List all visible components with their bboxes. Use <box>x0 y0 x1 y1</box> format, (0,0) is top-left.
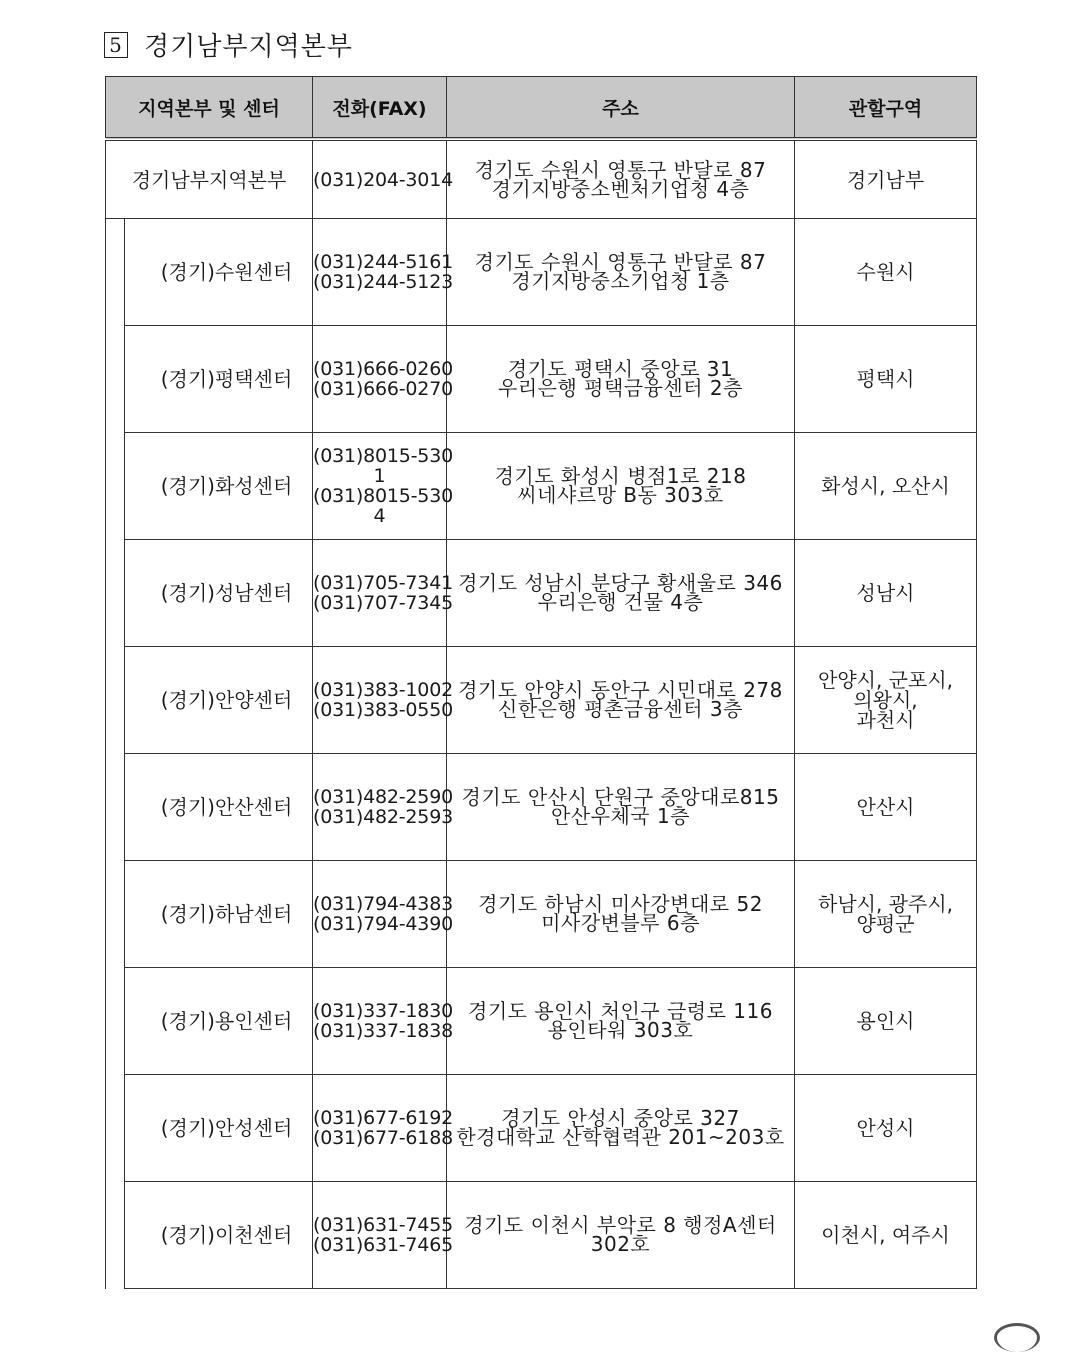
address-line: 경기지방중소벤처기업청 4층 <box>491 176 750 201</box>
area-line: 양평군 <box>856 912 915 936</box>
table-row-center <box>106 326 977 433</box>
phone-line: (031)482-2590 <box>313 786 453 808</box>
center-name: (경기)이천센터 <box>125 1182 313 1289</box>
hq-name: 경기남부지역본부 <box>106 139 313 219</box>
address-line: 미사강변블루 6층 <box>541 911 700 935</box>
center-name: (경기)안양센터 <box>125 647 313 754</box>
center-area <box>795 754 977 861</box>
center-name: (경기)수원센터 <box>125 219 313 326</box>
center-address <box>447 968 795 1075</box>
center-phone <box>313 219 453 326</box>
phone-line: (031)666-0260 <box>313 358 453 380</box>
phone-line: 1 <box>373 465 386 487</box>
address-line: 경기도 안양시 동안구 시민대로 278 <box>458 678 783 702</box>
center-name: (경기)안성센터 <box>125 1075 313 1182</box>
area-line: 화성시, 오산시 <box>821 474 950 498</box>
area-line: 안성시 <box>856 1116 915 1140</box>
phone-line: (031)707-7345 <box>313 592 453 614</box>
table-row-center <box>106 754 977 861</box>
area-line: 안양시, 군포시, <box>818 668 953 692</box>
address-line: 경기도 안산시 단원구 중앙대로815 <box>461 785 780 809</box>
phone-line: (031)8015-530 <box>313 445 453 467</box>
phone-line: (031)383-0550 <box>313 699 453 721</box>
table-header-row <box>106 77 977 140</box>
area-line: 과천시 <box>856 708 915 732</box>
center-area <box>795 1075 977 1182</box>
phone-line: (031)705-7341 <box>313 572 453 594</box>
center-area <box>795 1182 977 1289</box>
phone-line: (031)8015-530 <box>313 485 453 507</box>
col-header-area: 관할구역 <box>795 77 977 140</box>
center-address <box>447 219 795 326</box>
address-line: 경기도 용인시 처인구 금령로 116 <box>468 999 773 1023</box>
center-address <box>447 647 795 754</box>
area-line: 의왕시, <box>853 688 918 712</box>
phone-line: (031)677-6188 <box>313 1127 453 1149</box>
center-address <box>447 540 795 647</box>
phone-line: (031)244-5123 <box>313 271 453 293</box>
table-row-center <box>106 1075 977 1182</box>
area-line: 평택시 <box>856 367 915 391</box>
table-row-center <box>106 540 977 647</box>
center-phone <box>313 326 453 433</box>
address-line: 경기도 수원시 영통구 반달로 87 <box>474 157 767 182</box>
area-line: 이천시, 여주시 <box>821 1223 950 1247</box>
address-line: 경기도 성남시 분당구 황새울로 346 <box>458 571 783 595</box>
address-line: 경기도 안성시 중앙로 327 <box>501 1106 740 1130</box>
area-line: 안산시 <box>856 795 915 819</box>
hq-phone <box>313 139 453 219</box>
center-name: (경기)하남센터 <box>125 861 313 968</box>
phone-line: 4 <box>373 505 386 527</box>
center-area <box>795 219 977 326</box>
indent-cell <box>106 219 125 1289</box>
table-row-hq <box>106 139 977 219</box>
address-line: 한경대학교 산학협력관 201~203호 <box>456 1125 785 1149</box>
center-phone <box>313 968 453 1075</box>
phone-line: (031)482-2593 <box>313 806 453 828</box>
phone-line: (031)631-7465 <box>313 1234 453 1256</box>
phone-line: (031)631-7455 <box>313 1214 453 1236</box>
hq-area <box>795 139 977 219</box>
center-area <box>795 540 977 647</box>
address-line: 씨네샤르망 B동 303호 <box>517 483 724 507</box>
center-name: (경기)안산센터 <box>125 754 313 861</box>
address-line: 안산우체국 1층 <box>550 804 690 828</box>
area-line: 성남시 <box>856 581 915 605</box>
address-line: 우리은행 건물 4층 <box>537 590 704 614</box>
address-line: 용인타워 303호 <box>547 1018 694 1042</box>
center-address <box>447 326 795 433</box>
phone-line: (031)244-5161 <box>313 251 453 273</box>
center-area <box>795 647 977 754</box>
center-phone <box>313 540 453 647</box>
address-line: 경기도 이천시 부악로 8 행정A센터 <box>464 1213 777 1237</box>
address-line: 경기지방중소기업청 1층 <box>511 269 730 293</box>
center-phone <box>313 433 453 540</box>
address-line: 신한은행 평촌금융센터 3층 <box>498 697 743 721</box>
phone-line: (031)794-4390 <box>313 913 453 935</box>
page-title <box>104 26 353 63</box>
phone-line: (031)204-3014 <box>313 168 453 191</box>
col-header-office: 지역본부 및 센터 <box>106 77 313 140</box>
center-name: (경기)성남센터 <box>125 540 313 647</box>
center-phone <box>313 861 453 968</box>
area-line: 경기남부 <box>846 167 925 192</box>
address-line: 경기도 수원시 영통구 반달로 87 <box>474 250 767 274</box>
table-row-center <box>106 219 977 326</box>
col-header-phone: 전화(FAX) <box>313 77 447 140</box>
table-row-center <box>106 861 977 968</box>
office-table <box>105 76 977 1289</box>
table-row-center <box>106 433 977 540</box>
center-name: (경기)용인센터 <box>125 968 313 1075</box>
center-address <box>447 1075 795 1182</box>
phone-line: (031)337-1830 <box>313 1000 453 1022</box>
area-line: 하남시, 광주시, <box>818 892 953 916</box>
area-line: 용인시 <box>856 1009 915 1033</box>
phone-line: (031)383-1002 <box>313 679 453 701</box>
center-phone <box>313 1075 453 1182</box>
scroll-indicator[interactable] <box>994 1323 1040 1352</box>
phone-line: (031)666-0270 <box>313 378 453 400</box>
center-address <box>447 861 795 968</box>
address-line: 경기도 화성시 병점1로 218 <box>494 464 747 488</box>
address-line: 302호 <box>590 1232 651 1256</box>
center-phone <box>313 754 453 861</box>
address-line: 경기도 하남시 미사강변대로 52 <box>478 892 763 916</box>
center-area <box>795 326 977 433</box>
phone-line: (031)337-1838 <box>313 1020 453 1042</box>
center-phone <box>313 1182 453 1289</box>
phone-line: (031)677-6192 <box>313 1107 453 1129</box>
center-area <box>795 968 977 1075</box>
hq-address <box>447 139 795 219</box>
center-area <box>795 433 977 540</box>
center-area <box>795 861 977 968</box>
table-row-center <box>106 1182 977 1289</box>
area-line: 수원시 <box>856 260 915 284</box>
center-name: (경기)화성센터 <box>125 433 313 540</box>
center-name: (경기)평택센터 <box>125 326 313 433</box>
col-header-address: 주소 <box>447 77 795 140</box>
center-address <box>447 433 795 540</box>
table-row-center <box>106 647 977 754</box>
address-line: 우리은행 평택금융센터 2층 <box>498 376 743 400</box>
center-address <box>447 1182 795 1289</box>
section-title: 경기남부지역본부 <box>144 32 353 62</box>
phone-line: (031)794-4383 <box>313 893 453 915</box>
section-number-box: 5 <box>104 32 128 58</box>
address-line: 경기도 평택시 중앙로 31 <box>507 357 734 381</box>
center-phone <box>313 647 453 754</box>
table-row-center <box>106 968 977 1075</box>
center-address <box>447 754 795 861</box>
